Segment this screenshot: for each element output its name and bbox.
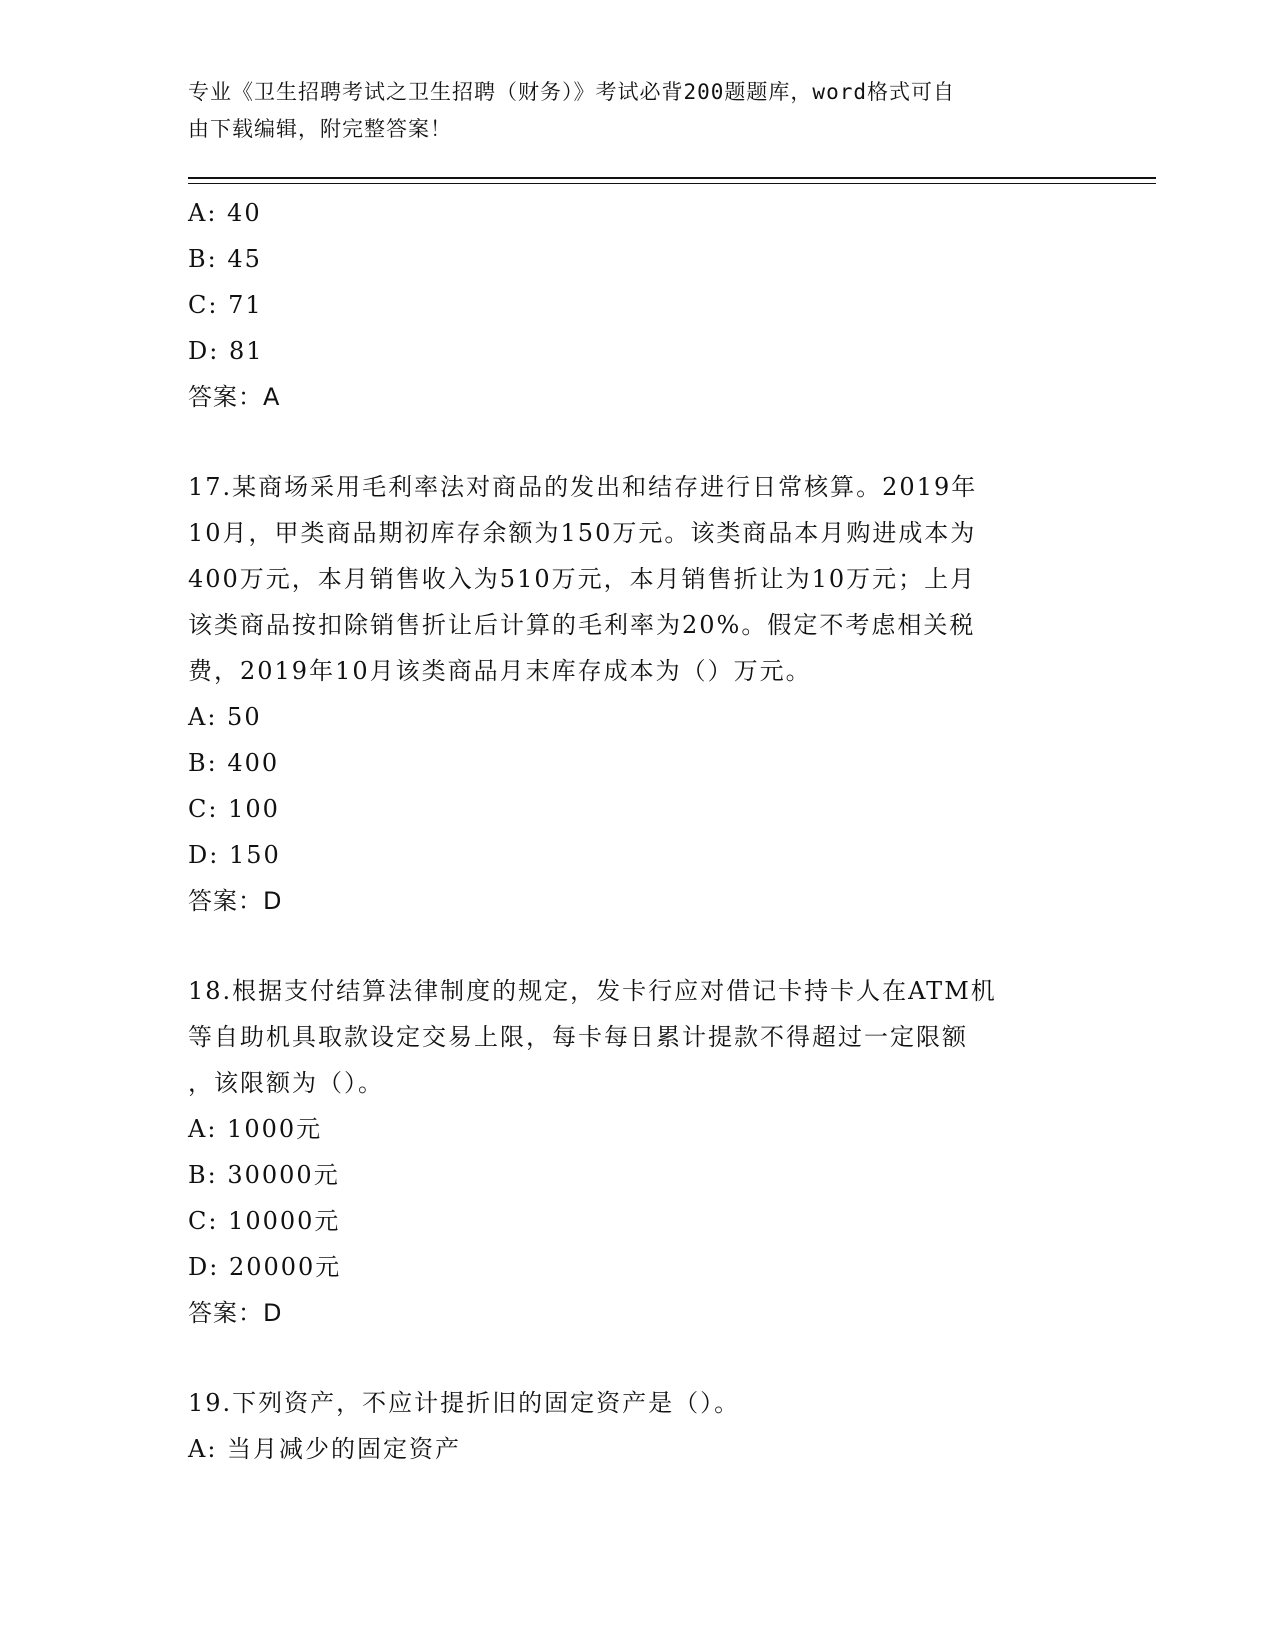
question-stem-line: ，该限额为（）。: [188, 1069, 384, 1097]
header-line-2: 由下载编辑，附完整答案！: [188, 117, 452, 141]
question-17: [188, 464, 1078, 924]
option-d: D: 81: [188, 337, 264, 365]
question-stem-line: 等自助机具取款设定交易上限，每卡每日累计提款不得超过一定限额: [188, 1023, 968, 1051]
question-stem-line: 400万元，本月销售收入为510万元，本月销售折让为10万元；上月: [188, 565, 977, 593]
question-content: [188, 190, 1078, 1472]
answer-label: 答案：A: [188, 383, 281, 411]
option-a: A: 50: [188, 703, 262, 731]
question-stem-line: 该类商品按扣除销售折让后计算的毛利率为20%。假定不考虑相关税: [188, 611, 976, 639]
answer-label: 答案：D: [188, 1299, 283, 1327]
option-c: C: 100: [188, 795, 280, 823]
option-d: D: 150: [188, 841, 281, 869]
option-c: C: 10000元: [188, 1207, 341, 1235]
option-c: C: 71: [188, 291, 263, 319]
question-16-continued: [188, 190, 1078, 420]
header-divider-thick: [188, 177, 1156, 179]
option-d: D: 20000元: [188, 1253, 342, 1281]
question-19: [188, 1380, 1078, 1472]
option-a: A: 1000元: [188, 1115, 323, 1143]
option-a: A: 40: [188, 199, 262, 227]
question-18: [188, 968, 1078, 1336]
spacer: [188, 924, 1078, 968]
option-b: B: 30000元: [188, 1161, 340, 1189]
header-line-1: 专业《卫生招聘考试之卫生招聘（财务）》考试必背200题题库，word格式可自: [188, 80, 955, 104]
spacer: [188, 1336, 1078, 1380]
question-stem-line: 19.下列资产，不应计提折旧的固定资产是（）。: [188, 1389, 741, 1417]
spacer: [188, 420, 1078, 464]
answer-label: 答案：D: [188, 887, 283, 915]
question-stem-line: 费，2019年10月该类商品月末库存成本为（）万元。: [188, 657, 812, 685]
question-stem-line: 17.某商场采用毛利率法对商品的发出和结存进行日常核算。2019年: [188, 473, 978, 501]
question-stem-line: 18.根据支付结算法律制度的规定，发卡行应对借记卡持卡人在ATM机: [188, 977, 997, 1005]
header-divider-thin: [188, 183, 1156, 184]
option-b: B: 400: [188, 749, 280, 777]
document-header: [188, 74, 1068, 148]
question-stem-line: 10月，甲类商品期初库存余额为150万元。该类商品本月购进成本为: [188, 519, 977, 547]
option-a: A: 当月减少的固定资产: [188, 1435, 462, 1463]
option-b: B: 45: [188, 245, 262, 273]
